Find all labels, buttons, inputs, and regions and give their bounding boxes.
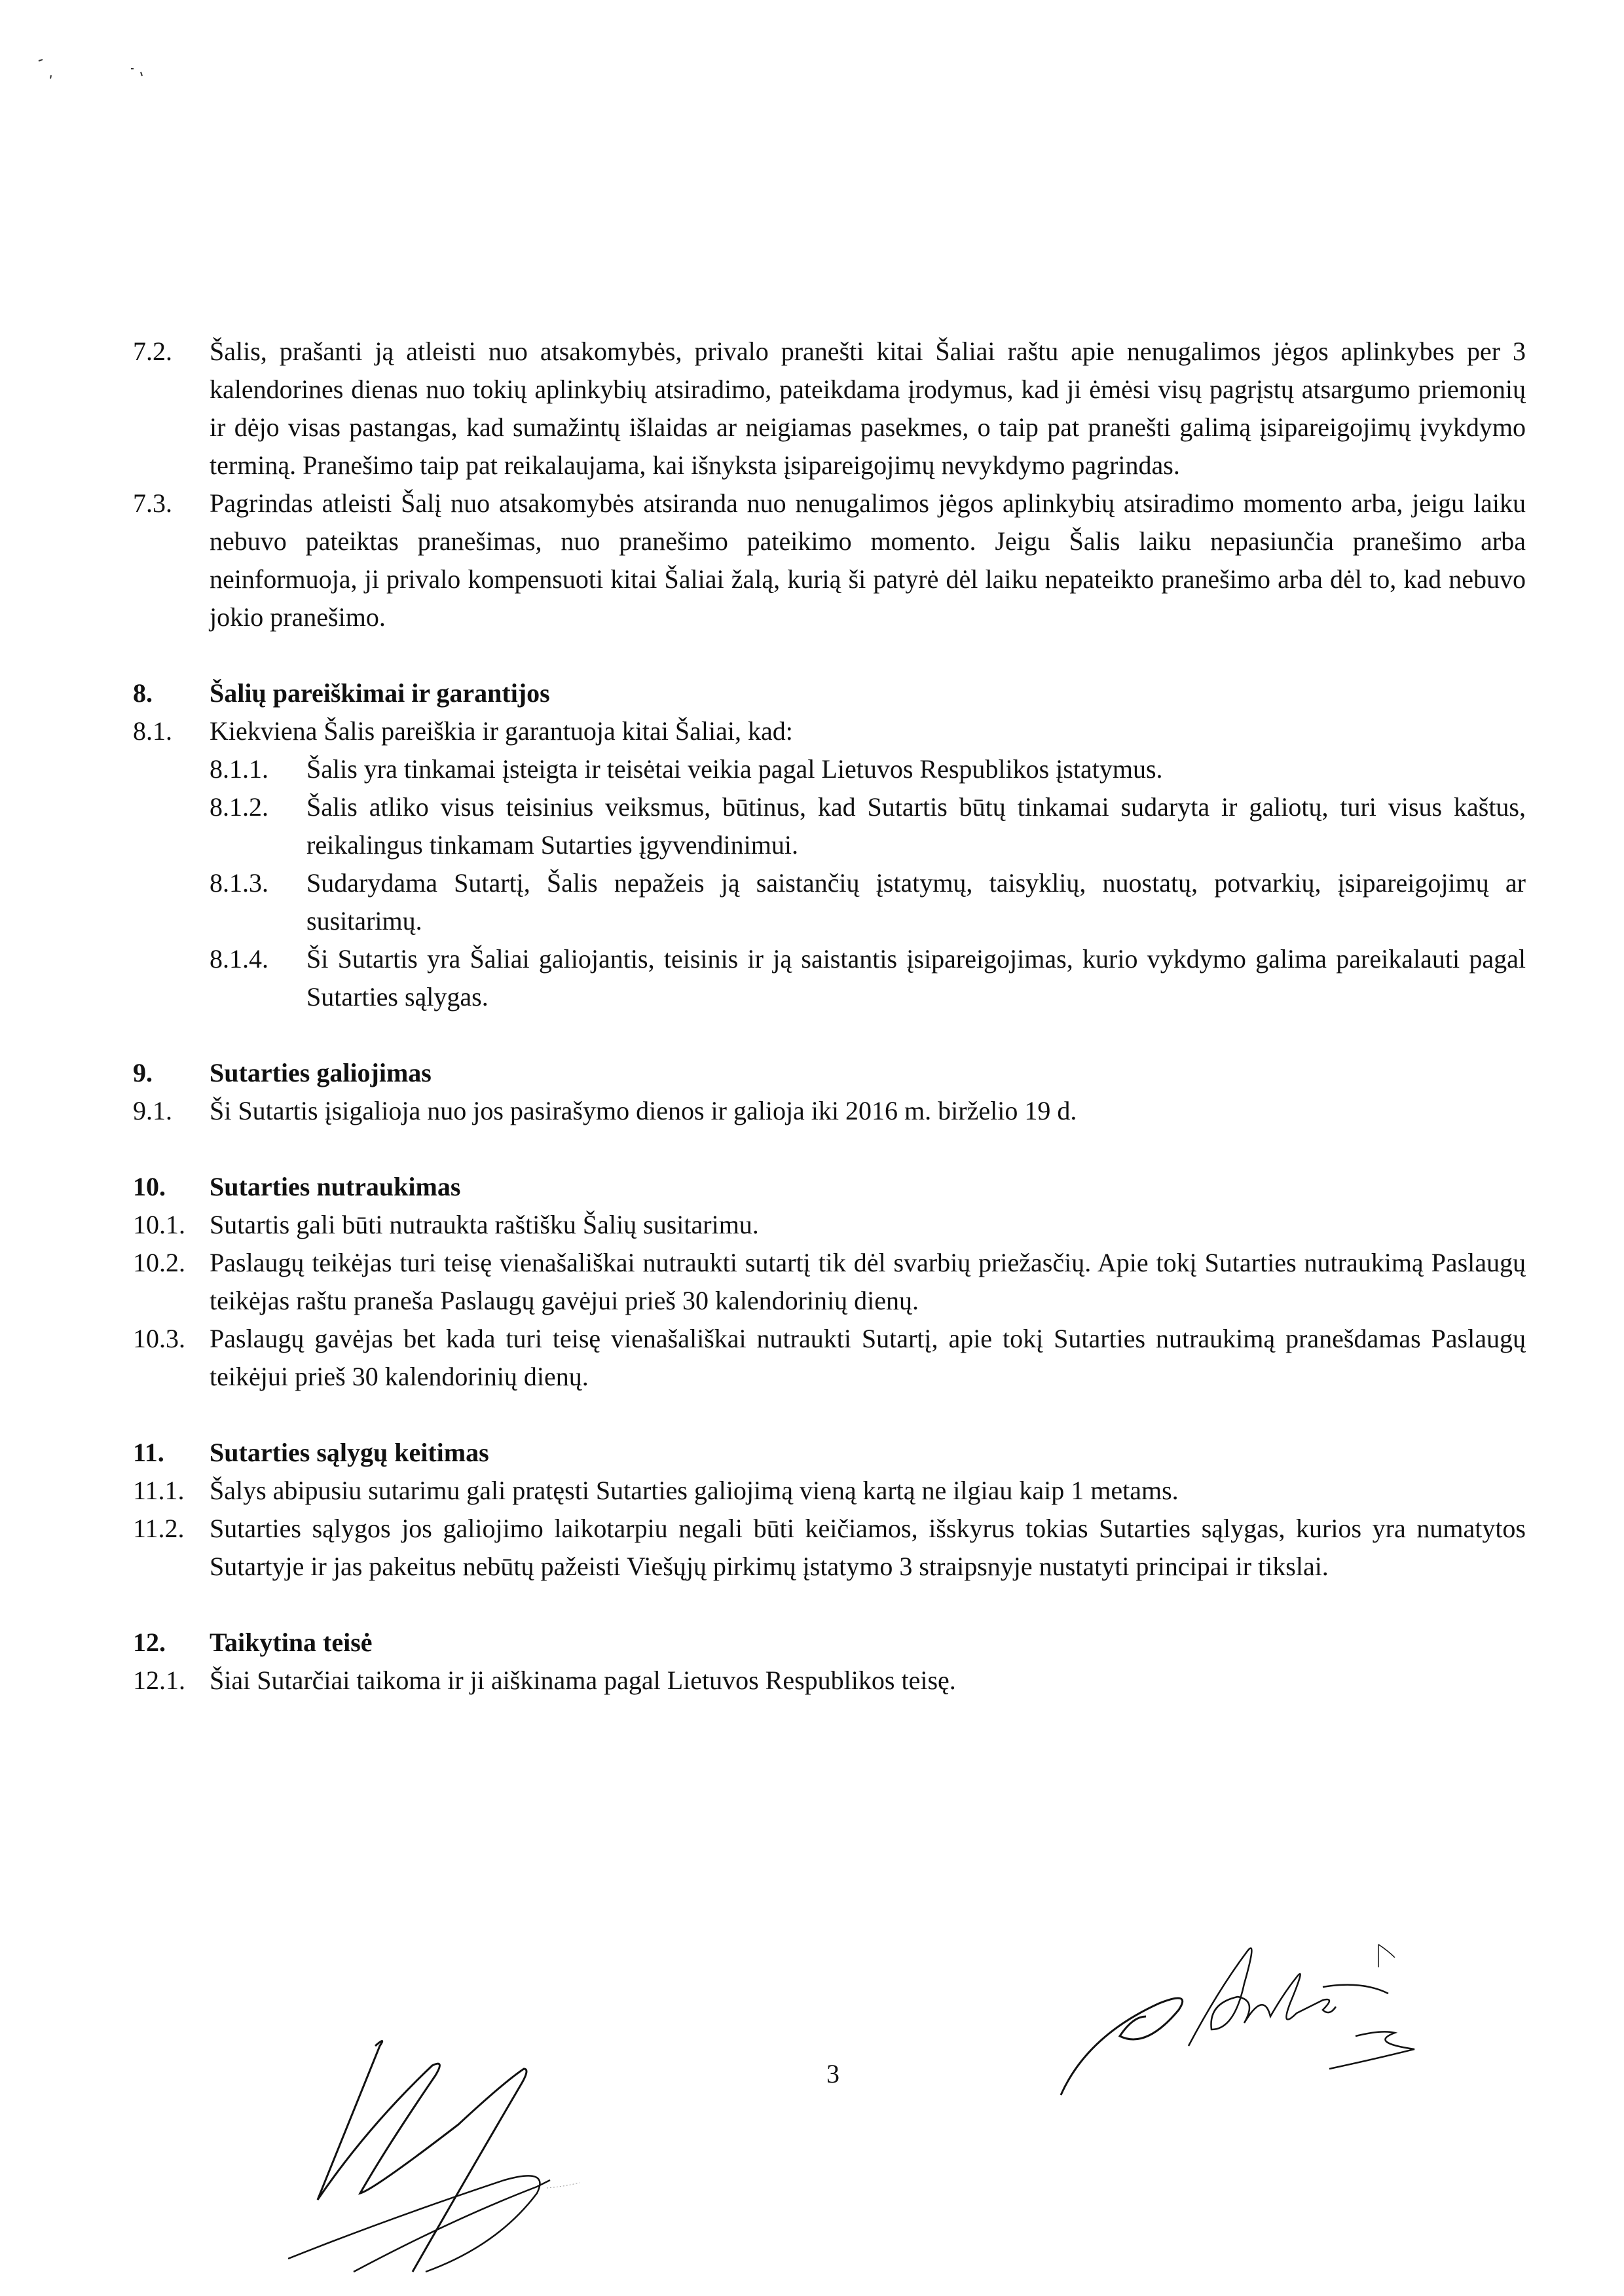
clause-number: 11.1.: [133, 1476, 185, 1505]
clause-number: 8.1.: [133, 716, 172, 746]
clause-text: Ši Sutartis įsigalioja nuo jos pasirašymo dienos ir galioja iki 2016 m. birželio 19 d.: [210, 1096, 1077, 1125]
clause-text: Šalis yra tinkamai įsteigta ir teisėtai veikia pagal Lietuvos Respublikos įstatymus.: [306, 754, 1163, 784]
section-heading-9: [133, 1054, 1526, 1092]
clause-text: Šalis atliko visus teisinius veiksmus, būtinus, kad Sutartis būtų tinkamai sudaryta ir galiotų, turi visus kaštus, reikalingus tinkamam Sutarties įgyvendinimui.: [306, 792, 1526, 860]
clause-text: Sutartis gali būti nutraukta raštišku Šalių susitarimu.: [210, 1210, 759, 1239]
clause-number: 8.1.2.: [210, 792, 268, 822]
section-heading-10: [133, 1168, 1526, 1206]
clause-8-1-4: [133, 940, 1526, 1016]
clause-number: 8.1.4.: [210, 944, 268, 974]
clause-10-3: [133, 1320, 1526, 1396]
clause-number: 10.2.: [133, 1248, 185, 1277]
clause-text: Paslaugų gavėjas bet kada turi teisę vienašališkai nutraukti Sutartį, apie tokį Sutarties nutraukimą pranešdamas Paslaugų teikėjui prieš 30 kalendorinių dienų.: [210, 1324, 1526, 1391]
clause-text: Šalis, prašanti ją atleisti nuo atsakomybės, privalo pranešti kitai Šaliai raštu apie nenugalimos jėgos aplinkybes per 3 kalendorines dienas nuo tokių aplinkybių atsiradimo, pateikdama įrodymus, kad ji ėmėsi visų pagrįstų atsargumo priemonių ir dėjo visas pastangas, kad sumažintų išlaidas ar neigiamas pasekmes, o taip pat pranešti galimą įsipareigojimų įvykdymo terminą. Pranešimo taip pat reikalaujama, kai išnyksta įsipareigojimų nevykdymo pagrindas.: [210, 337, 1526, 480]
clause-text: Ši Sutartis yra Šaliai galiojantis, teisinis ir ją saistantis įsipareigojimas, kurio vykdymo galima pareikalauti pagal Sutarties sąlygas.: [306, 944, 1526, 1011]
section-number: 12.: [133, 1628, 166, 1657]
section-heading-11: [133, 1434, 1526, 1472]
clause-number: 8.1.3.: [210, 868, 268, 898]
section-title: Sutarties galiojimas: [210, 1058, 432, 1087]
clause-number: 7.3.: [133, 488, 172, 518]
section-number: 11.: [133, 1438, 164, 1467]
clause-number: 11.2.: [133, 1514, 185, 1543]
clause-number: 8.1.1.: [210, 754, 268, 784]
clause-10-2: [133, 1244, 1526, 1320]
clause-text: Šalys abipusiu sutarimu gali pratęsti Sutarties galiojimą vieną kartą ne ilgiau kaip 1 metams.: [210, 1476, 1179, 1505]
section-title: Šalių pareiškimai ir garantijos: [210, 678, 550, 708]
clause-number: 10.3.: [133, 1324, 185, 1353]
clause-text: Kiekviena Šalis pareiškia ir garantuoja kitai Šaliai, kad:: [210, 716, 793, 746]
clause-11-2: [133, 1510, 1526, 1586]
document-body: [133, 333, 1526, 1700]
clause-text: Šiai Sutarčiai taikoma ir ji aiškinama pagal Lietuvos Respublikos teisę.: [210, 1666, 956, 1695]
clause-number: 7.2.: [133, 337, 172, 366]
section-number: 9.: [133, 1058, 153, 1087]
handwritten-signature-left: [288, 1997, 747, 2278]
clause-number: 9.1.: [133, 1096, 172, 1125]
clause-text: Sudarydama Sutartį, Šalis nepažeis ją saistančių įstatymų, taisyklių, nuostatų, potvarkių, įsipareigojimų ar susitarimų.: [306, 868, 1526, 936]
section-number: 10.: [133, 1172, 166, 1201]
section-title: Sutarties nutraukimas: [210, 1172, 461, 1201]
clause-7-3: [133, 484, 1526, 636]
section-title: Taikytina teisė: [210, 1628, 373, 1657]
clause-8-1-2: [133, 788, 1526, 864]
handwritten-signature-right: [1048, 1938, 1532, 2108]
section-number: 8.: [133, 678, 153, 708]
clause-8-1-3: [133, 864, 1526, 940]
clause-7-2: [133, 333, 1526, 484]
scan-artifact-marks: [36, 56, 167, 88]
section-heading-8: [133, 674, 1526, 712]
clause-number: 12.1.: [133, 1666, 185, 1695]
clause-8-1: [133, 712, 1526, 750]
clause-number: 10.1.: [133, 1210, 185, 1239]
section-title: Sutarties sąlygų keitimas: [210, 1438, 489, 1467]
clause-12-1: [133, 1662, 1526, 1700]
clause-11-1: [133, 1472, 1526, 1510]
clause-text: Pagrindas atleisti Šalį nuo atsakomybės atsiranda nuo nenugalimos jėgos aplinkybių atsiradimo momento arba, jeigu laiku nebuvo pateiktas pranešimas, nuo pranešimo pateikimo momento. Jeigu Šalis laiku nepasiunčia pranešimo arba neinformuoja, ji privalo kompensuoti kitai Šaliai žalą, kurią ši patyrė dėl laiku nepateikto pranešimo arba dėl to, kad nebuvo jokio pranešimo.: [210, 488, 1526, 632]
clause-text: Sutarties sąlygos jos galiojimo laikotarpiu negali būti keičiamos, išskyrus tokias Sutarties sąlygas, kurios yra numatytos Sutartyje ir jas pakeitus nebūtų pažeisti Viešųjų pirkimų įstatymo 3 straipsnyje nustatyti principai ir tikslai.: [210, 1514, 1526, 1581]
page-number: 3: [826, 2059, 840, 2088]
clause-text: Paslaugų teikėjas turi teisę vienašališkai nutraukti sutartį tik dėl svarbių priežasčių. Apie tokį Sutarties nutraukimą Paslaugų teikėjas raštu praneša Paslaugų gavėjui prieš 30 kalendorinių dienų.: [210, 1248, 1526, 1315]
clause-8-1-1: [133, 750, 1526, 788]
clause-10-1: [133, 1206, 1526, 1244]
clause-9-1: [133, 1092, 1526, 1130]
section-heading-12: [133, 1624, 1526, 1662]
